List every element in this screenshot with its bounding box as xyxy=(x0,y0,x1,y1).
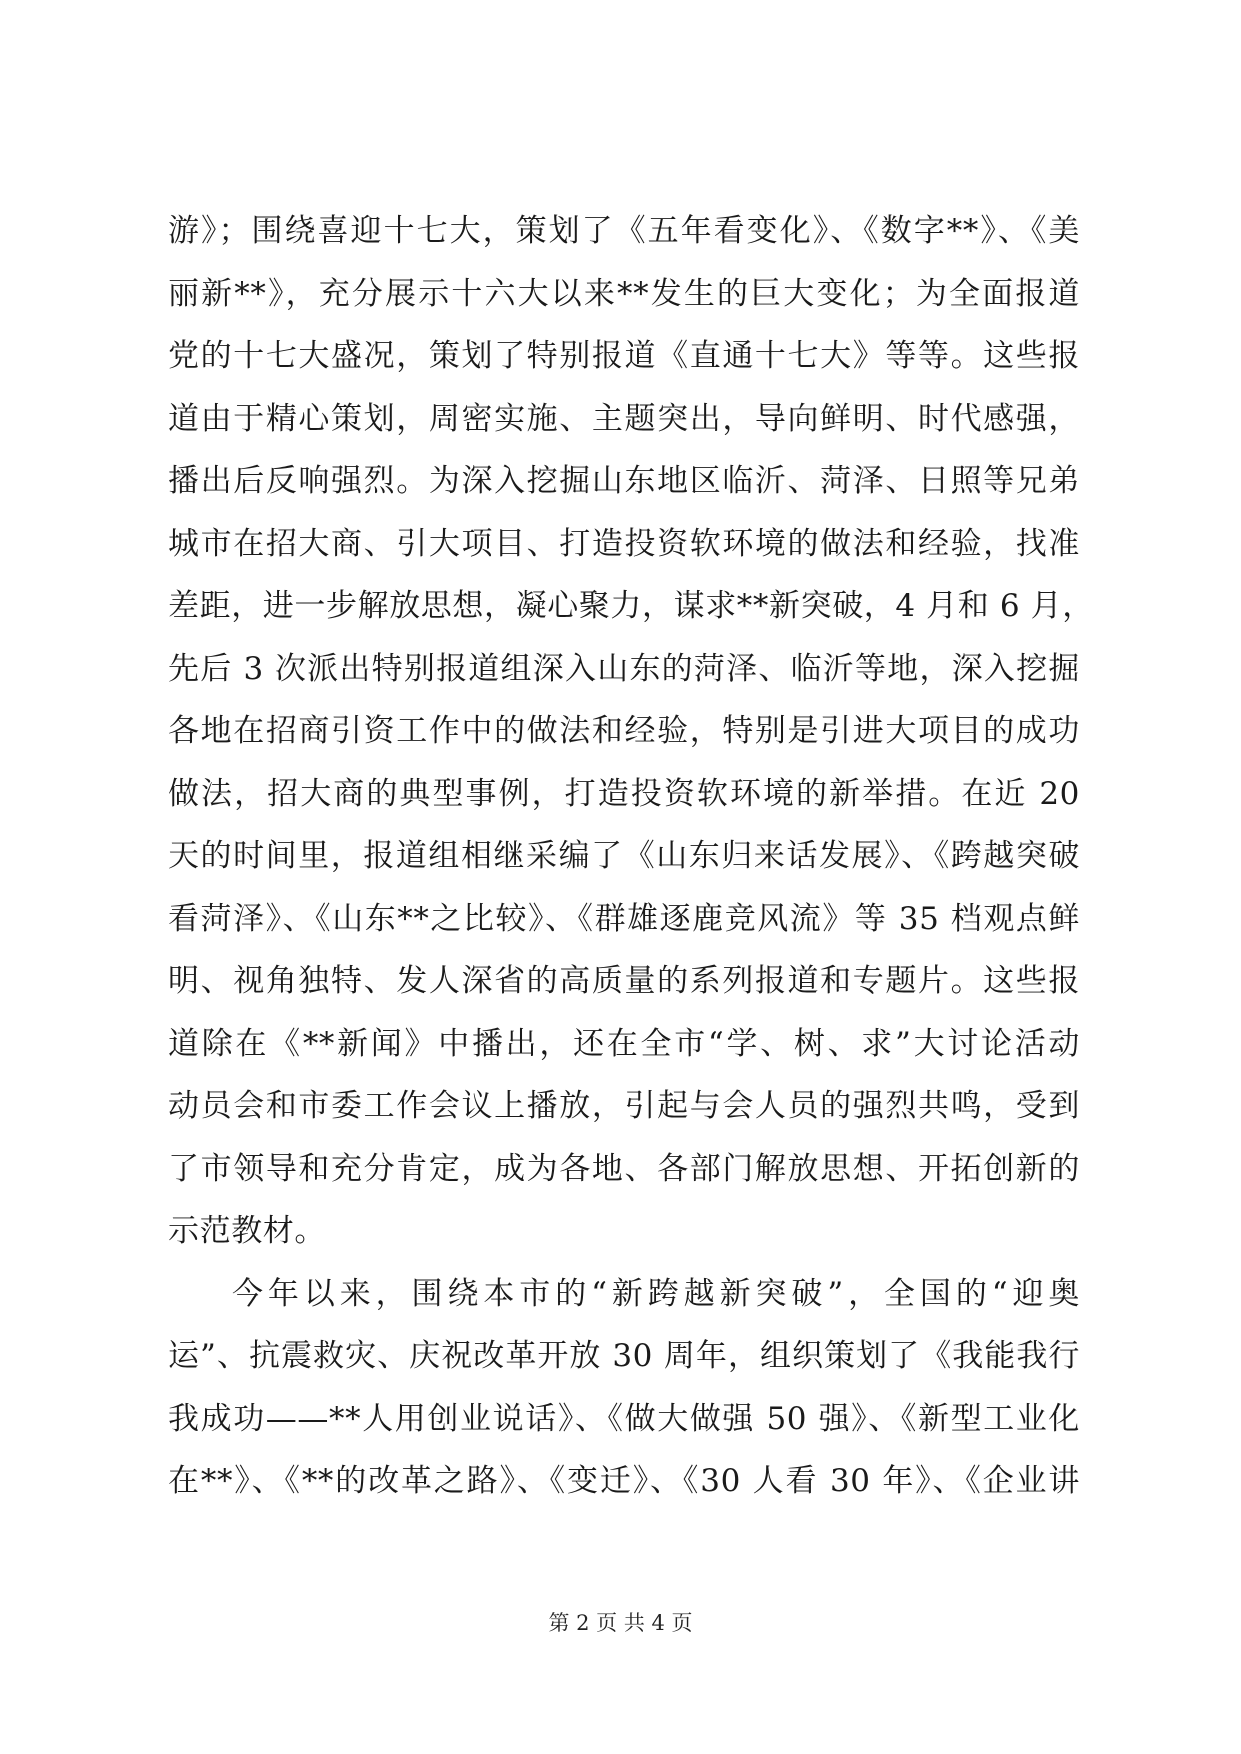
text-line: 党的十七大盛况，策划了特别报道《直通十七大》等等。这些报 xyxy=(168,338,1080,374)
text-line: 明、视角独特、发人深省的高质量的系列报道和专题片。这些报 xyxy=(168,963,1080,999)
text-line: 运”、抗震救灾、庆祝改革开放 30 周年，组织策划了《我能我行 xyxy=(168,1338,1080,1374)
text-line: 了市领导和充分肯定，成为各地、各部门解放思想、开拓创新的 xyxy=(168,1150,1080,1187)
text-line: 游》；围绕喜迎十七大，策划了《五年看变化》、《数字**》、《美 xyxy=(168,213,1080,249)
body-text xyxy=(168,200,1094,1513)
text-line: 在**》、《**的改革之路》、《变迁》、《30 人看 30 年》、《企业讲 xyxy=(168,1463,1080,1499)
text-line: 天的时间里，报道组相继采编了《山东归来话发展》、《跨越突破 xyxy=(168,838,1080,874)
text-line: 做法，招大商的典型事例，打造投资软环境的新举措。在近 20 xyxy=(168,775,1080,812)
text-line: 道由于精心策划，周密实施、主题突出，导向鲜明、时代感强， xyxy=(168,400,1080,437)
page-footer: 第 2 页 共 4 页 xyxy=(548,1611,693,1635)
text-line: 城市在招大商、引大项目、打造投资软环境的做法和经验，找准 xyxy=(168,525,1080,562)
text-line: 各地在招商引资工作中的做法和经验，特别是引进大项目的成功 xyxy=(168,713,1080,749)
text-line: 示范教材。 xyxy=(168,1213,326,1249)
text-line: 播出后反响强烈。为深入挖掘山东地区临沂、菏泽、日照等兄弟 xyxy=(168,463,1080,499)
text-line: 我成功——**人用创业说话》、《做大做强 50 强》、《新型工业化 xyxy=(168,1400,1080,1437)
text-line: 差距，进一步解放思想，凝心聚力，谋求**新突破，4 月和 6 月， xyxy=(168,588,1094,624)
text-line: 丽新**》，充分展示十六大以来**发生的巨大变化；为全面报道 xyxy=(168,275,1080,312)
text-line: 动员会和市委工作会议上播放，引起与会人员的强烈共鸣，受到 xyxy=(168,1088,1080,1124)
text-line-indented: 今年以来，围绕本市的“新跨越新突破”，全国的“迎奥 xyxy=(232,1275,1080,1312)
text-line: 道除在《**新闻》中播出，还在全市“学、树、求”大讨论活动 xyxy=(168,1025,1080,1062)
text-line: 先后 3 次派出特别报道组深入山东的菏泽、临沂等地，深入挖掘 xyxy=(168,650,1080,687)
text-line: 看菏泽》、《山东**之比较》、《群雄逐鹿竞风流》等 35 档观点鲜 xyxy=(168,900,1080,937)
